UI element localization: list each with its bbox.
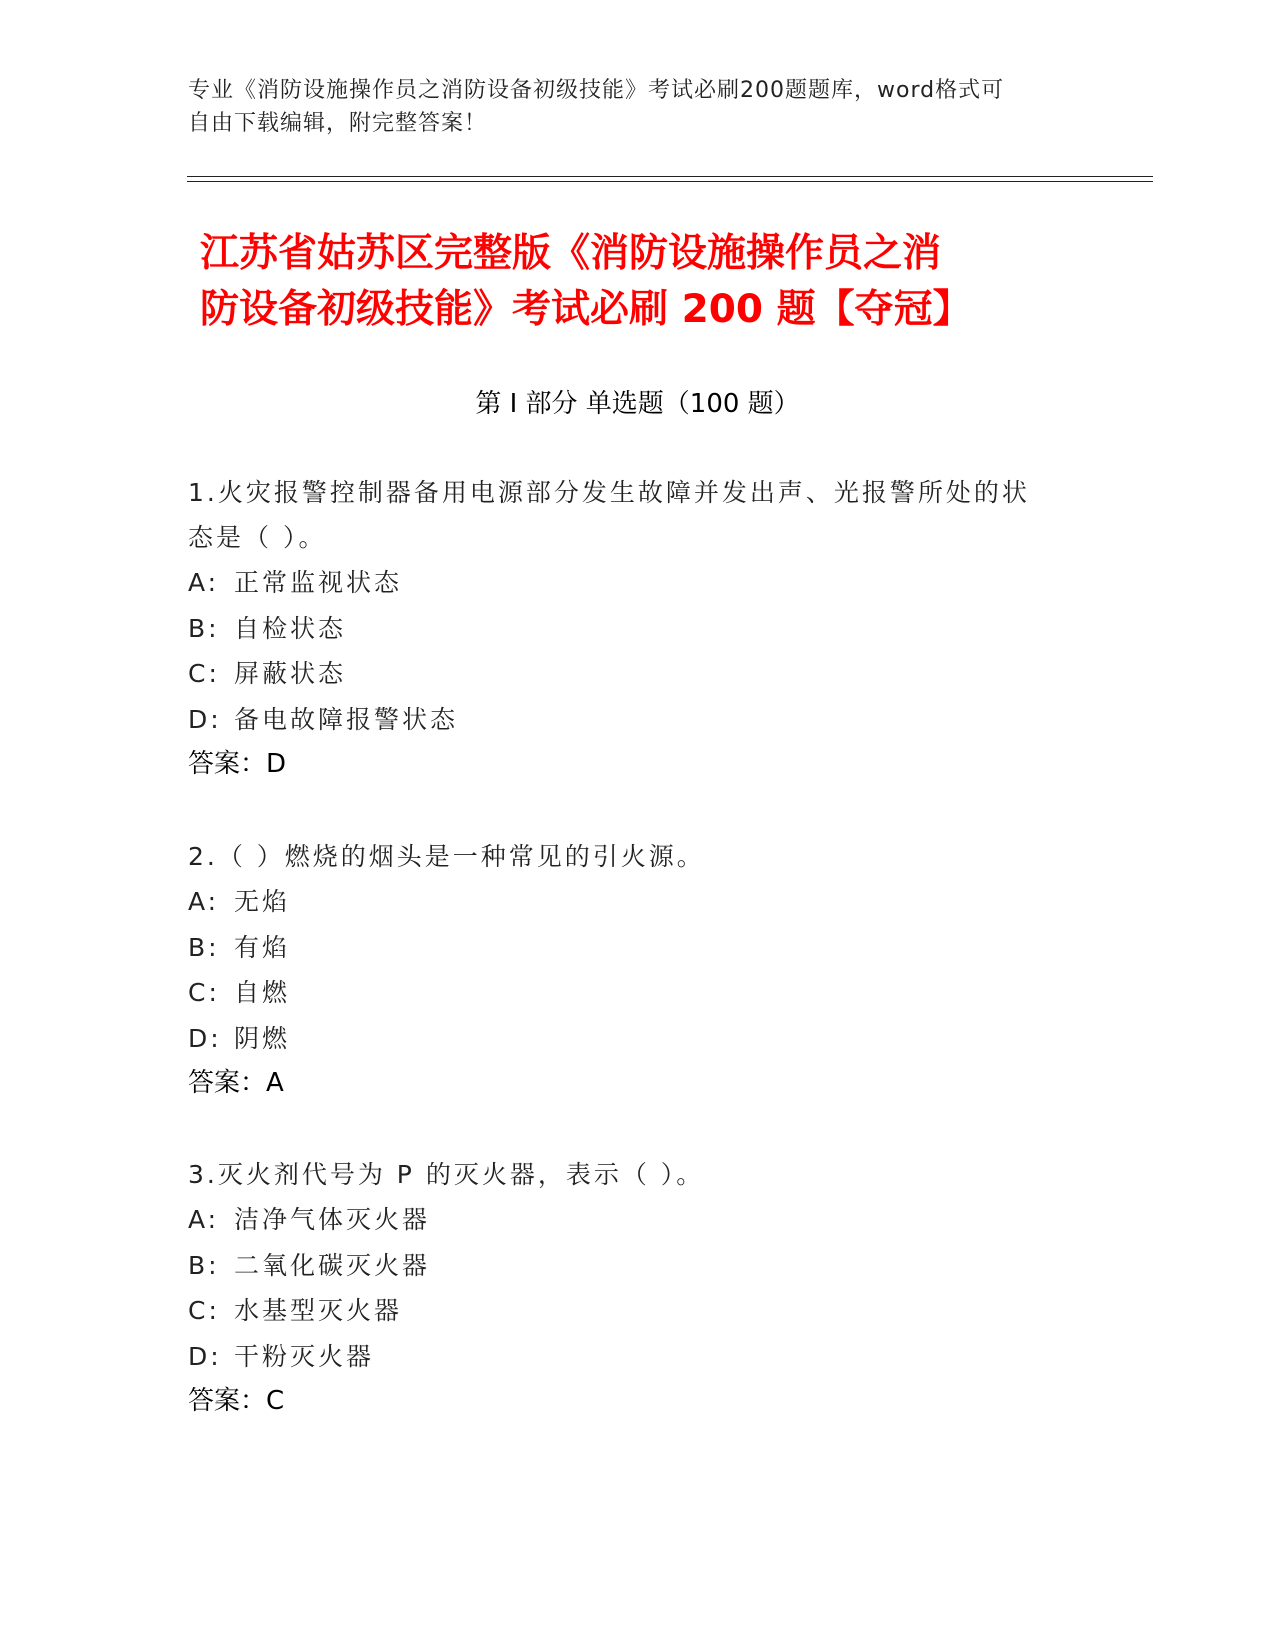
option-letter: D: <box>188 704 222 734</box>
section-heading: 第 I 部分 单选题（100 题） <box>475 389 800 419</box>
question-stem-line-1: 2.（ ）燃烧的烟头是一种常见的引火源。 <box>188 842 705 871</box>
document-title-line-2: 防设备初级技能》考试必刷 200 题【夺冠】 <box>200 287 972 332</box>
option-b <box>188 925 1088 971</box>
option-text: 干粉灭火器 <box>234 1341 375 1371</box>
option-a <box>188 560 1088 606</box>
option-text: 二氧化碳灭火器 <box>234 1250 431 1280</box>
option-c <box>188 651 1088 697</box>
answer-line: 答案：A <box>188 1068 284 1098</box>
document-title <box>200 226 1100 338</box>
option-letter: C: <box>188 659 220 688</box>
option-d <box>188 697 1088 743</box>
option-letter: D: <box>188 1341 222 1371</box>
question-stem-line-1: 3.灭火剂代号为 P 的灭火器，表示（ ）。 <box>188 1160 705 1189</box>
question-stem <box>188 470 1088 560</box>
option-letter: C: <box>188 978 220 1007</box>
option-letter: C: <box>188 1296 220 1325</box>
option-b <box>188 606 1088 652</box>
option-d <box>188 1334 1088 1380</box>
option-letter: A: <box>188 887 220 916</box>
header-note-line-2: 自由下载编辑，附完整答案！ <box>188 111 488 136</box>
document-title-line-1: 江苏省姑苏区完整版《消防设施操作员之消 <box>200 231 942 276</box>
option-a <box>188 879 1088 925</box>
header-note-line-1: 专业《消防设施操作员之消防设备初级技能》考试必刷200题题库，word格式可 <box>188 78 1005 103</box>
answer-line: 答案：D <box>188 749 287 779</box>
question-stem-line-1: 1.火灾报警控制器备用电源部分发生故障并发出声、光报警所处的状 <box>188 478 1030 507</box>
question-1 <box>188 470 1088 787</box>
option-letter: A: <box>188 1205 220 1234</box>
option-text: 水基型灭火器 <box>234 1296 403 1325</box>
option-text: 正常监视状态 <box>234 568 403 597</box>
header-divider-top <box>187 176 1153 177</box>
option-text: 有焰 <box>234 932 291 962</box>
option-a <box>188 1197 1088 1243</box>
option-text: 洁净气体灭火器 <box>234 1205 431 1234</box>
header-note <box>188 74 1088 140</box>
option-c <box>188 970 1088 1016</box>
option-letter: B: <box>188 1250 220 1280</box>
option-text: 屏蔽状态 <box>234 659 347 688</box>
option-letter: B: <box>188 613 220 643</box>
option-d <box>188 1016 1088 1062</box>
option-text: 自检状态 <box>234 613 347 643</box>
option-b <box>188 1243 1088 1289</box>
option-letter: D: <box>188 1023 222 1053</box>
option-c <box>188 1288 1088 1334</box>
option-text: 阴燃 <box>234 1023 291 1053</box>
option-letter: B: <box>188 932 220 962</box>
header-divider-bottom <box>187 181 1153 182</box>
option-text: 备电故障报警状态 <box>234 704 459 734</box>
question-3 <box>188 1152 1088 1424</box>
question-stem-line-2: 态是（ ）。 <box>188 523 327 552</box>
option-letter: A: <box>188 568 220 597</box>
question-stem <box>188 1152 1088 1197</box>
question-stem <box>188 834 1088 879</box>
question-2 <box>188 834 1088 1106</box>
option-text: 自燃 <box>234 978 291 1007</box>
answer-line: 答案：C <box>188 1386 285 1416</box>
option-text: 无焰 <box>234 887 291 916</box>
